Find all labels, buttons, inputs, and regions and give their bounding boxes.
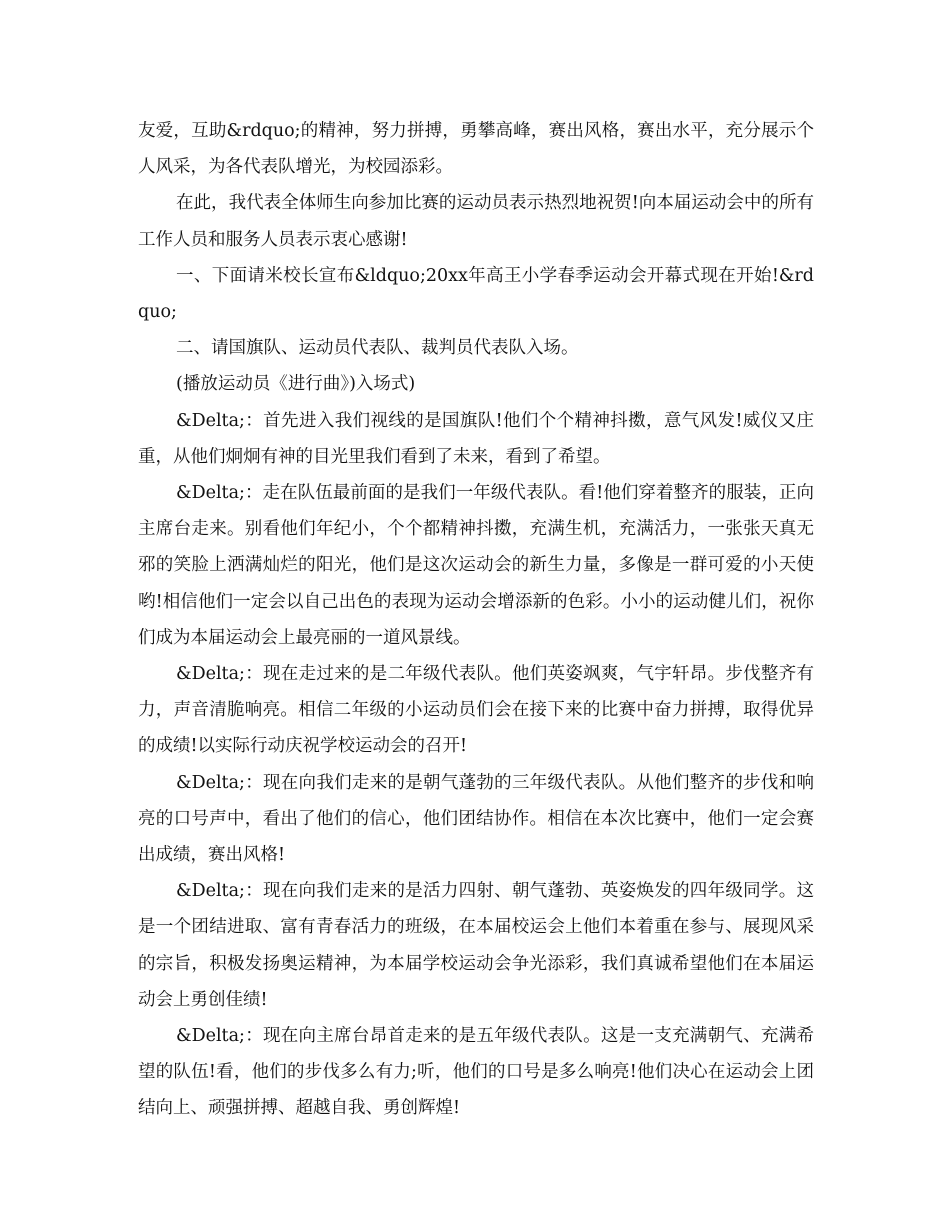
paragraph: 一、下面请米校长宣布&ldquo;20xx年高王小学春季运动会开幕式现在开始!&rdquo; [138,265,814,323]
paragraph: 在此，我代表全体师生向参加比赛的运动员表示热烈地祝贺!向本届运动会中的所有工作人员和服务人员表示衷心感谢! [138,193,814,250]
paragraph: &Delta;：现在向主席台昂首走来的是五年级代表队。这是一支充满朝气、充满希望的队伍!看，他们的步伐多么有力;听，他们的口号是多么响亮!他们决心在运动会上团结向上、顽强拼搏、超越自我、勇创辉煌! [138,1026,814,1119]
paragraph: 友爱，互助&rdquo;的精神，努力拼搏，勇攀高峰，赛出风格，赛出水平，充分展示个人风采，为各代表队增光，为校园添彩。 [138,121,814,178]
paragraph: &Delta;：首先进入我们视线的是国旗队!他们个个精神抖擞，意气风发!威仪又庄重，从他们炯炯有神的目光里我们看到了未来，看到了希望。 [138,410,814,467]
paragraph: &Delta;：现在向我们走来的是活力四射、朝气蓬勃、英姿焕发的四年级同学。这是一个团结进取、富有青春活力的班级，在本届校运会上他们本着重在参与、展现风采的宗旨，积极发扬奥运精神，为本届学校运动会争光添彩，我们真诚希望他们在本届运动会上勇创佳绩! [138,881,814,1010]
paragraph: &Delta;：现在走过来的是二年级代表队。他们英姿飒爽，气宇轩昂。步伐整齐有力，声音清脆响亮。相信二年级的小运动员们会在接下来的比赛中奋力拼搏，取得优异的成绩!以实际行动庆祝学校运动会的召开! [138,664,814,757]
paragraph: 二、请国旗队、运动员代表队、裁判员代表队入场。 [176,338,579,359]
paragraph: &Delta;：现在向我们走来的是朝气蓬勃的三年级代表队。从他们整齐的步伐和响亮的口号声中，看出了他们的信心，他们团结协作。相信在本次比赛中，他们一定会赛出成绩，赛出风格! [138,772,814,866]
document-body [138,113,814,1127]
paragraph: (播放运动员《进行曲》)入场式) [176,374,416,395]
paragraph: &Delta;：走在队伍最前面的是我们一年级代表队。看!他们穿着整齐的服装，正向主席台走来。别看他们年纪小，个个都精神抖擞，充满生机，充满活力，一张张天真无邪的笑脸上洒满灿烂的阳光，他们是这次运动会的新生力量，多像是一群可爱的小天使哟!相信他们一定会以自己出色的表现为运动会增添新的色彩。小小的运动健儿们，祝你们成为本届运动会上最亮丽的一道风景线。 [138,483,814,648]
